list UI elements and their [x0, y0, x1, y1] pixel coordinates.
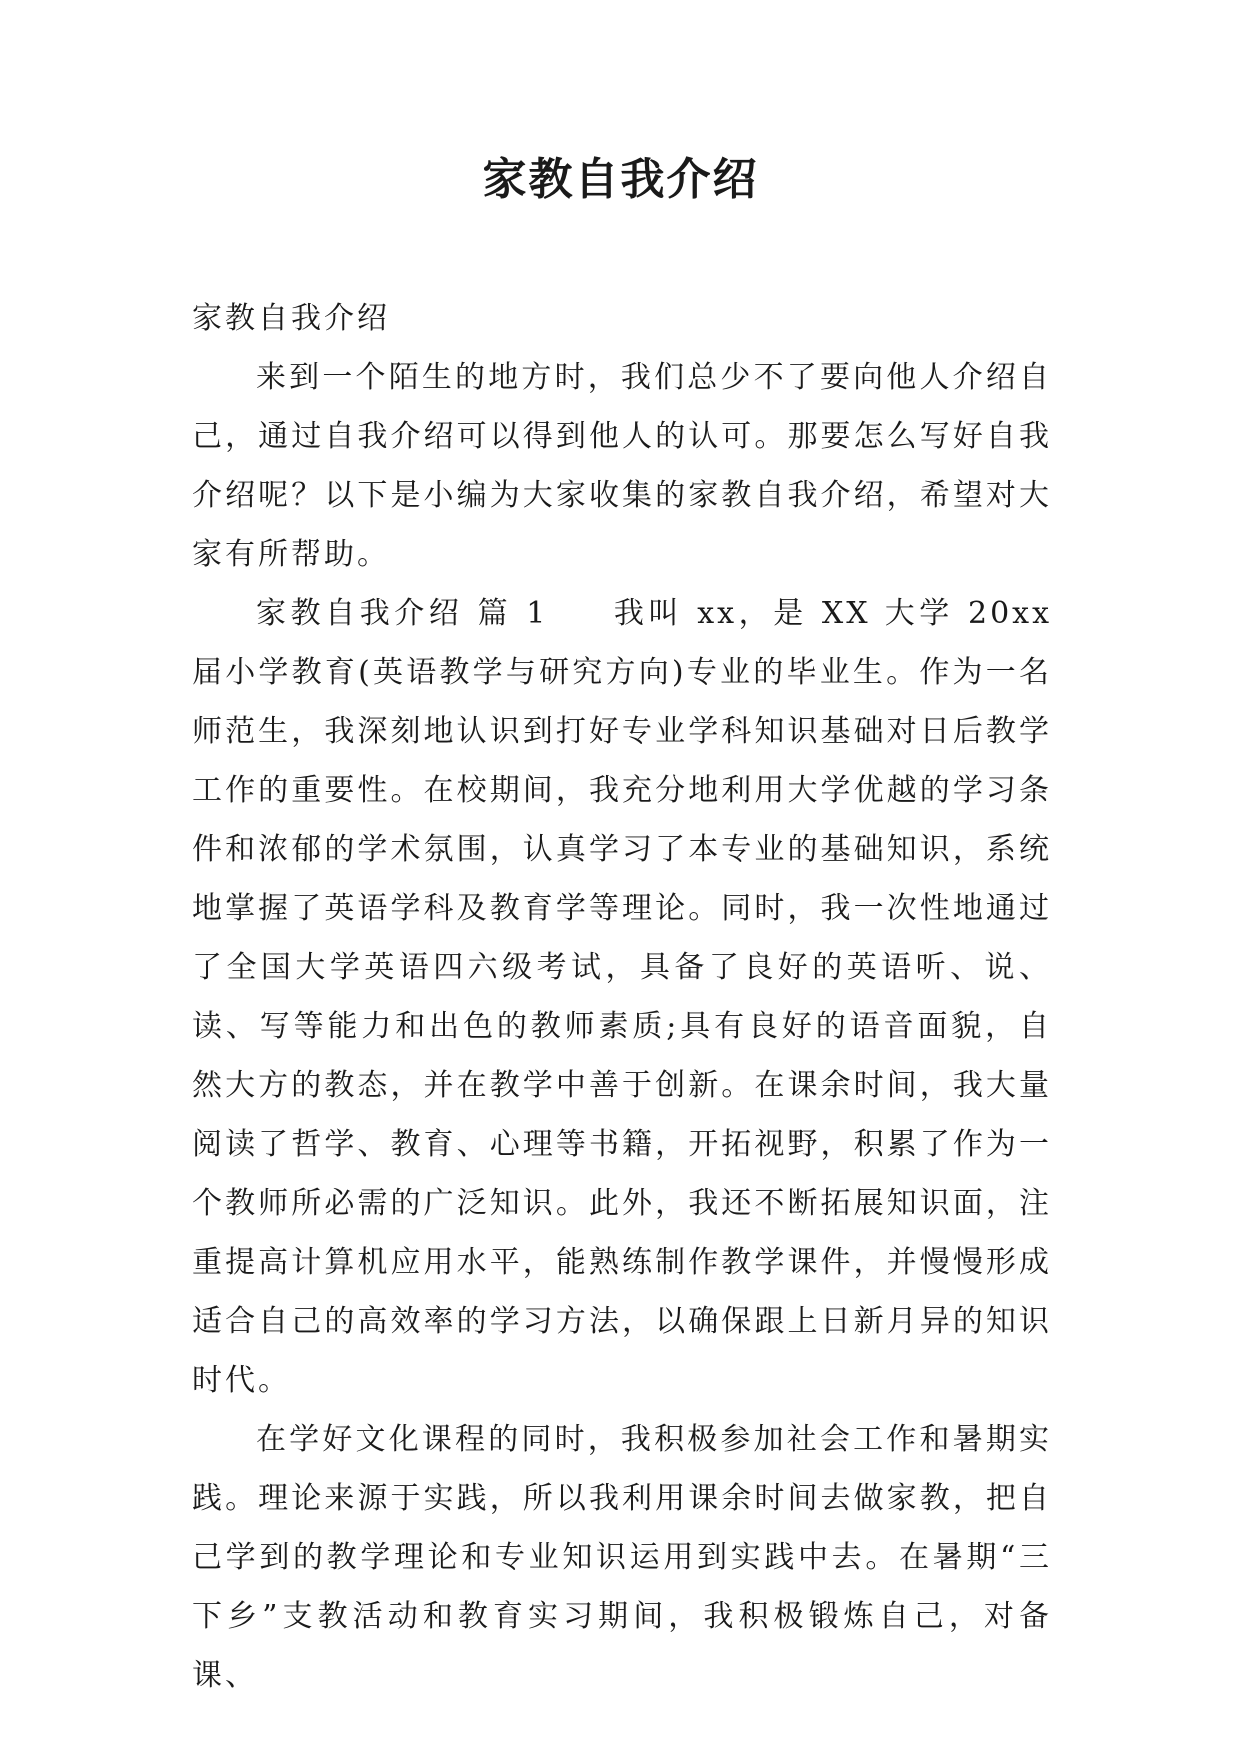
section-body: 我叫 xx，是 XX 大学 20xx 届小学教育(英语教学与研究方向)专业的毕业生。作为一名师范生，我深刻地认识到打好专业学科知识基础对日后教学工作的重要性。在校期间，我充分地利用大学优越的学习条件和浓郁的学术氛围，认真学习了本专业的基础知识，系统地掌握了英语学科及教育学等理论。同时，我一次性地通过了全国大学英语四六级考试，具备了良好的英语听、说、读、写等能力和出色的教师素质;具有良好的语音面貌，自然大方的教态，并在教学中善于创新。在课余时间，我大量阅读了哲学、教育、心理等书籍，开拓视野，积累了作为一个教师所必需的广泛知识。此外，我还不断拓展知识面，注重提高计算机应用水平，能熟练制作教学课件，并慢慢形成适合自己的高效率的学习方法，以确保跟上日新月异的知识时代。: [192, 596, 1052, 1398]
document-subtitle: 家教自我介绍: [192, 301, 390, 336]
document-body: [192, 289, 1052, 1705]
section-heading: 家教自我介绍 篇 1: [256, 596, 549, 631]
intro-paragraph: 来到一个陌生的地方时，我们总少不了要向他人介绍自己，通过自我介绍可以得到他人的认可。那要怎么写好自我介绍呢？以下是小编为大家收集的家教自我介绍，希望对大家有所帮助。: [192, 360, 1052, 572]
practice-paragraph: 在学好文化课程的同时，我积极参加社会工作和暑期实践。理论来源于实践，所以我利用课余时间去做家教，把自己学到的教学理论和专业知识运用到实践中去。在暑期“三下乡”支教活动和教育实习期间，我积极锻炼自己，对备课、: [192, 1422, 1052, 1693]
document-title: 家教自我介绍: [482, 154, 759, 205]
section-paragraph: [192, 584, 1052, 1410]
